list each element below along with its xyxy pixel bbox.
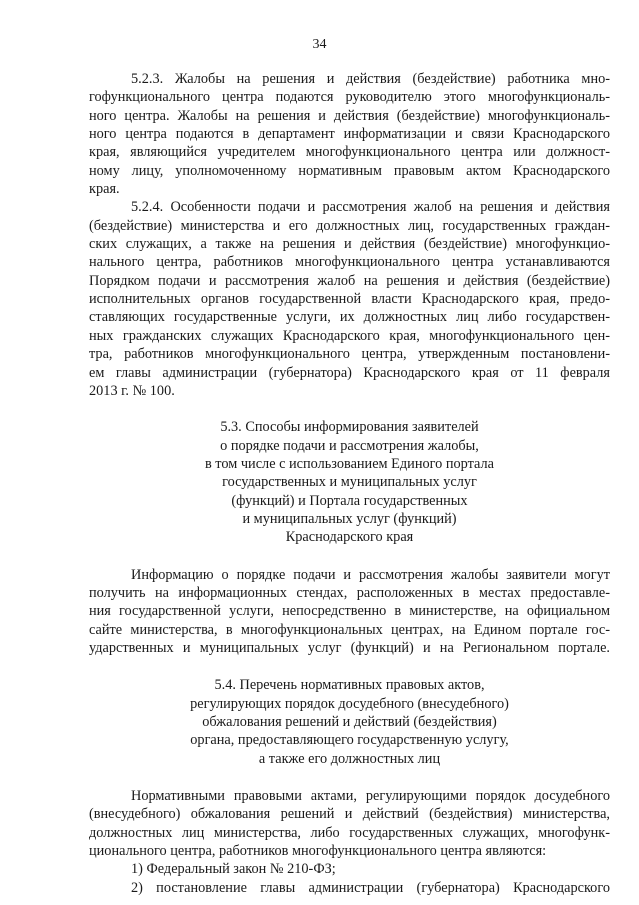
text-line: ния государственной услуги, непосредственно в министерстве, на официальном [89,603,610,620]
heading-line: а также его должностных лиц [258,750,441,767]
text-line: 2013 г. № 100. [89,382,175,399]
text-line: ем главы администрации (губернатора) Краснодарского края от 11 февраля [89,364,610,381]
text-line: (внесудебного) обжалования решений и действий (бездействия) министерства, [89,806,610,823]
heading-line: государственных и муниципальных услуг [222,474,477,491]
heading-line: о порядке подачи и рассмотрения жалобы, [220,437,479,454]
text-line: получить на информационных стендах, расположенных в местах предоставле- [89,584,610,601]
paragraph-5-2-3 [89,70,610,198]
heading-line: регулирующих порядок досудебного (внесудебного) [190,695,509,712]
text-line: ских служащих, а также на решения и действия (бездействие) многофункцио- [89,236,610,253]
paragraph-normative-acts [89,787,610,860]
heading-line: в том числе с использованием Единого портала [204,455,495,472]
text-line: гофункционального центра подаются руководителю этого многофункциональ- [89,89,610,106]
heading-line: органа, предоставляющего государственную услугу, [190,732,509,749]
list-item: 2) постановление главы администрации (губернатора) Краснодарского [131,879,610,896]
heading-line: 5.4. Перечень нормативных правовых актов, [214,677,485,694]
text-line: нального центра, работников многофункционального центра устанавливаются [89,254,610,271]
heading-line: обжалования решений и действий (бездействия) [202,714,497,730]
text-line: ного центра. Жалобы на решения и действия (бездействие) многофункциональ- [89,107,610,124]
text-line: сайте министерства, в многофункциональных центрах, на Едином портале гос- [89,621,610,638]
paragraph-information [89,566,610,658]
text-line: ного центра подаются в департамент информатизации и связи Краснодарского [89,126,610,143]
text-line: ному лицу, уполномоченному нормативным правовым актом Краснодарского [89,162,610,179]
text-line: ставляющих государственные услуги, их должностных лиц либо государствен- [89,309,610,326]
paragraph-5-2-4 [89,198,610,400]
text-line: Информацию о порядке подачи и рассмотрения жалобы заявители могут [131,566,610,583]
text-line: ных гражданских служащих Краснодарского края, многофункционального цен- [89,327,610,344]
section-heading-5-4 [89,676,610,768]
text-line: края, являющийся учредителем многофункционального центра или должност- [89,144,610,161]
acts-list [89,860,610,897]
section-heading-5-3 [89,418,610,546]
page-number: 34 [312,37,327,52]
text-line: тра, работников многофункционального центра, утвержденным постановлени- [89,346,610,363]
text-line: 5.2.4. Особенности подачи и рассмотрения жалоб на решения и действия [131,199,610,216]
text-line: края. [89,181,120,198]
list-item: 1) Федеральный закон № 210-ФЗ; [131,861,336,878]
text-line: (бездействие) министерства и его должностных лиц, государственных граждан- [89,217,610,234]
document-body [89,70,610,897]
text-line: Нормативными правовыми актами, регулирующими порядок досудебного [131,788,610,805]
text-line: ударственных и муниципальных услуг (функций) и на Региональном портале. [89,639,610,656]
text-line: должностных лиц министерства, либо государственных служащих, многофунк- [89,824,610,841]
text-line: Порядком подачи и рассмотрения жалоб на решения и действия (бездействие) [89,272,610,289]
text-line: исполнительных органов государственной власти Краснодарского края, предо- [89,291,610,308]
heading-line: (функций) и Портала государственных [231,492,468,509]
heading-line: 5.3. Способы информирования заявителей [220,419,479,436]
heading-line: и муниципальных услуг (функций) [242,510,457,527]
text-line: 5.2.3. Жалобы на решения и действия (бездействие) работника мно- [131,71,610,87]
text-line: ционального центра, работников многофункционального центра являются: [89,843,547,860]
heading-line: Краснодарского края [285,529,414,546]
